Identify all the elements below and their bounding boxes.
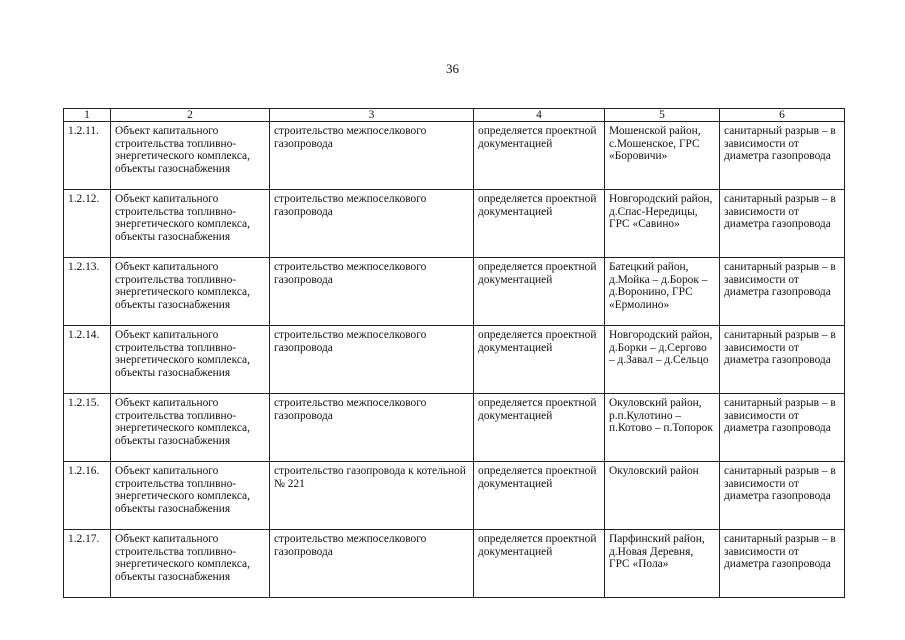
object-location: Мошенской район, с.Мошенское, ГРС «Боровичи» (605, 122, 720, 190)
table-row (64, 530, 845, 598)
header-row (64, 109, 845, 122)
object-purpose: строительство межпоселкового газопровода (270, 122, 474, 190)
row-number: 1.2.17. (64, 530, 111, 598)
object-parameters: определяется проектной документацией (474, 258, 605, 326)
column-header: 3 (270, 109, 474, 122)
object-location: Парфинский район, д.Новая Деревня, ГРС «Пола» (605, 530, 720, 598)
object-name: Объект капитального строительства топливно-энергетического комплекса, объекты газоснабжения (111, 394, 270, 462)
object-parameters: определяется проектной документацией (474, 122, 605, 190)
table-row (64, 122, 845, 190)
object-purpose: строительство межпоселкового газопровода (270, 394, 474, 462)
table-row (64, 462, 845, 530)
object-parameters: определяется проектной документацией (474, 530, 605, 598)
zone-description: санитарный разрыв – в зависимости от диаметра газопровода (720, 190, 845, 258)
table-row (64, 326, 845, 394)
column-header: 1 (64, 109, 111, 122)
zone-description: санитарный разрыв – в зависимости от диаметра газопровода (720, 326, 845, 394)
objects-table (63, 108, 845, 598)
object-name: Объект капитального строительства топливно-энергетического комплекса, объекты газоснабжения (111, 326, 270, 394)
zone-description: санитарный разрыв – в зависимости от диаметра газопровода (720, 394, 845, 462)
row-number: 1.2.13. (64, 258, 111, 326)
object-purpose: строительство газопровода к котельной № 221 (270, 462, 474, 530)
object-parameters: определяется проектной документацией (474, 190, 605, 258)
page-number: 36 (446, 61, 459, 76)
row-number: 1.2.15. (64, 394, 111, 462)
row-number: 1.2.11. (64, 122, 111, 190)
object-parameters: определяется проектной документацией (474, 462, 605, 530)
object-parameters: определяется проектной документацией (474, 394, 605, 462)
column-header: 6 (720, 109, 845, 122)
object-location: Окуловский район (605, 462, 720, 530)
zone-description: санитарный разрыв – в зависимости от диаметра газопровода (720, 530, 845, 598)
object-purpose: строительство межпоселкового газопровода (270, 530, 474, 598)
object-parameters: определяется проектной документацией (474, 326, 605, 394)
object-name: Объект капитального строительства топливно-энергетического комплекса, объекты газоснабжения (111, 122, 270, 190)
object-purpose: строительство межпоселкового газопровода (270, 326, 474, 394)
table-row (64, 190, 845, 258)
row-number: 1.2.12. (64, 190, 111, 258)
zone-description: санитарный разрыв – в зависимости от диаметра газопровода (720, 122, 845, 190)
object-location: Окуловский район, р.п.Кулотино – п.Котово – п.Топорок (605, 394, 720, 462)
object-name: Объект капитального строительства топливно-энергетического комплекса, объекты газоснабжения (111, 462, 270, 530)
column-header: 4 (474, 109, 605, 122)
row-number: 1.2.14. (64, 326, 111, 394)
table-row (64, 394, 845, 462)
object-name: Объект капитального строительства топливно-энергетического комплекса, объекты газоснабжения (111, 530, 270, 598)
object-purpose: строительство межпоселкового газопровода (270, 190, 474, 258)
column-header: 5 (605, 109, 720, 122)
table-row (64, 258, 845, 326)
zone-description: санитарный разрыв – в зависимости от диаметра газопровода (720, 462, 845, 530)
zone-description: санитарный разрыв – в зависимости от диаметра газопровода (720, 258, 845, 326)
column-header: 2 (111, 109, 270, 122)
object-location: Новгородский район, д.Борки – д.Сергово – д.Завал – д.Сельцо (605, 326, 720, 394)
object-location: Батецкий район, д.Мойка – д.Борок – д.Воронино, ГРС «Ермолино» (605, 258, 720, 326)
object-location: Новгородский район, д.Спас-Нередицы, ГРС «Савино» (605, 190, 720, 258)
row-number: 1.2.16. (64, 462, 111, 530)
object-purpose: строительство межпоселкового газопровода (270, 258, 474, 326)
object-name: Объект капитального строительства топливно-энергетического комплекса, объекты газоснабжения (111, 258, 270, 326)
object-name: Объект капитального строительства топливно-энергетического комплекса, объекты газоснабжения (111, 190, 270, 258)
